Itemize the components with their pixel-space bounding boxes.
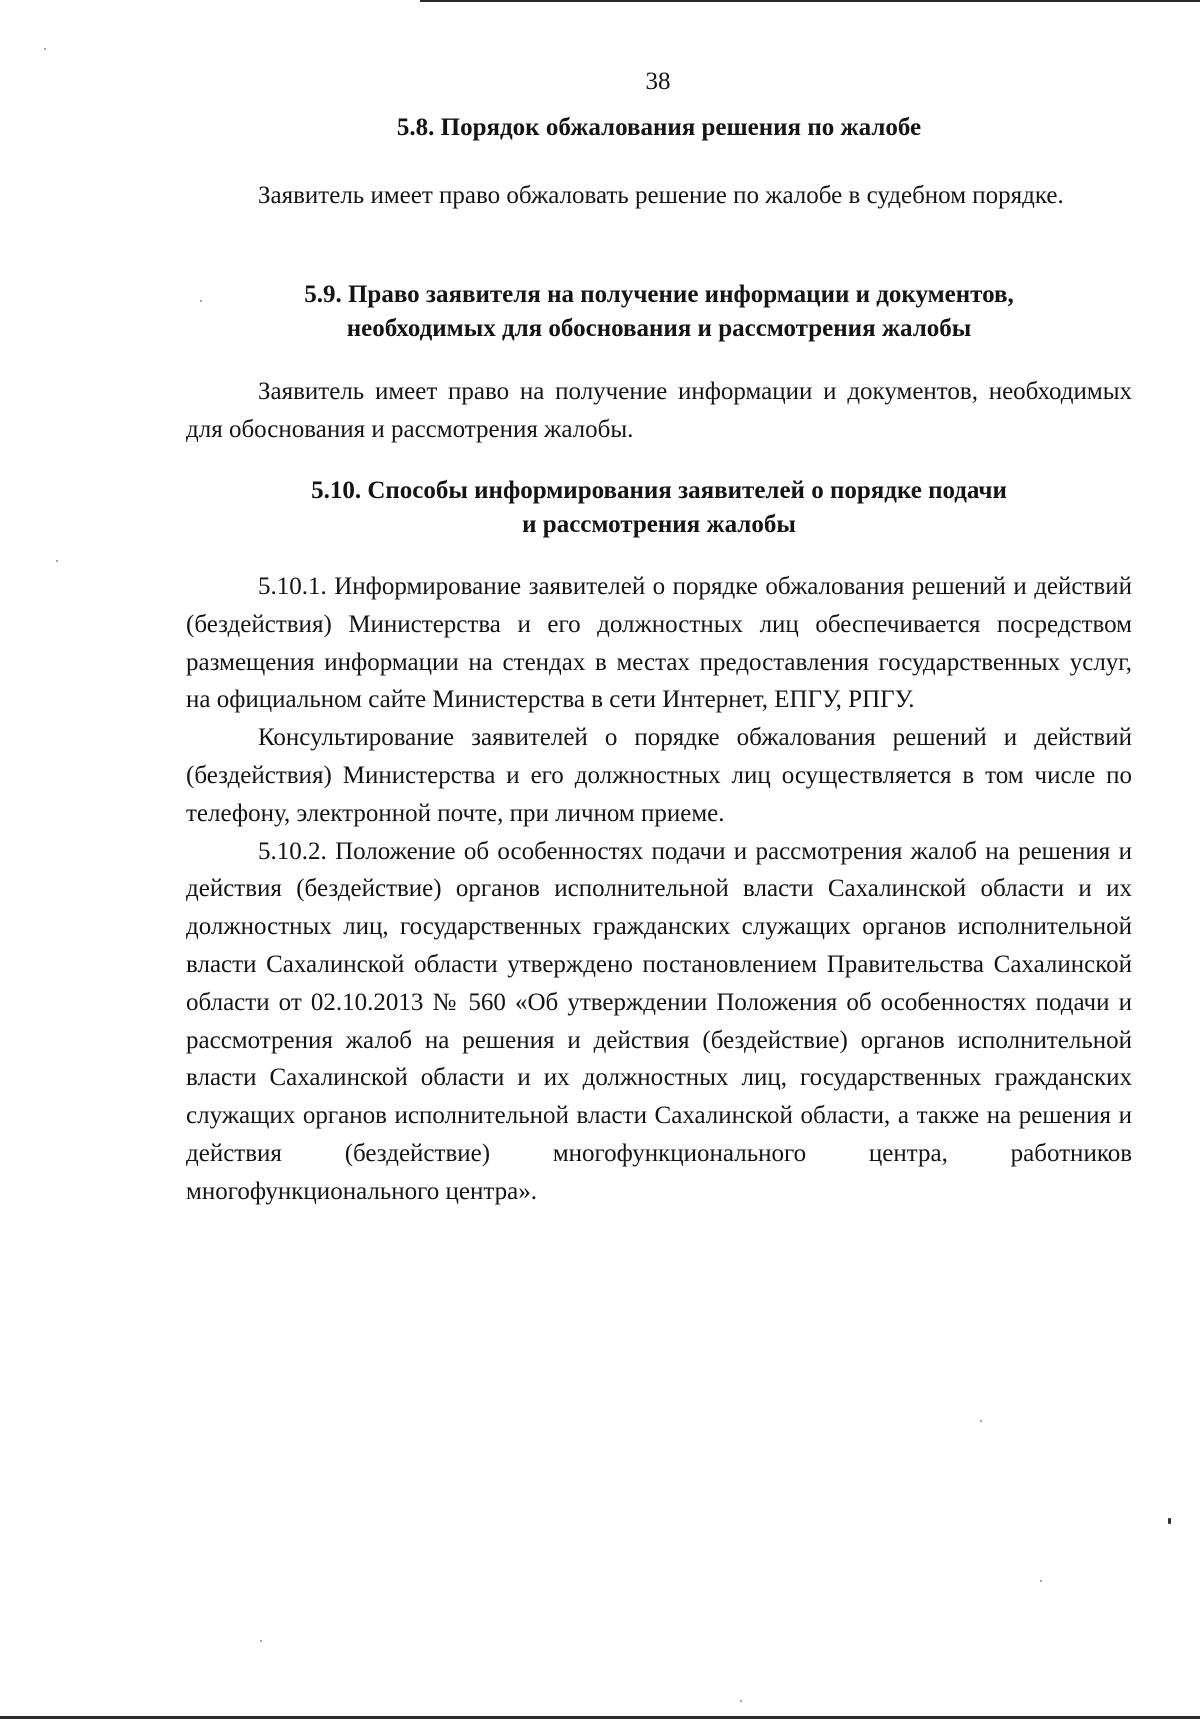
heading-line: 5.8. Порядок обжалования решения по жалобе: [396, 114, 922, 141]
section-body-5-9: [186, 373, 1132, 449]
heading-line: необходимых для обоснования и рассмотрения жалобы: [346, 315, 972, 342]
page-number: 38: [645, 68, 671, 95]
scan-top-edge: [420, 0, 1200, 2]
section-heading-5-10: [186, 474, 1132, 542]
scan-speck: [44, 48, 46, 50]
heading-line: 5.10. Способы информирования заявителей о порядке подачи: [311, 477, 1007, 504]
scan-speck: [1168, 1518, 1171, 1524]
heading-line: и рассмотрения жалобы: [522, 511, 796, 538]
paragraph: Заявитель имеет право на получение информации и документов, необходимых для обоснования и рассмотрения жалобы.: [186, 378, 1132, 443]
scan-speck: [260, 1640, 262, 1642]
paragraph: 5.10.2. Положение об особенностях подачи и рассмотрения жалоб на решения и действия (бездействие) органов исполнительной власти Сахалинской области и их должностных лиц, государственных гражданских служащих органов исполнительной власти Сахалинской области утверждено постановлением Правительства Сахалинской области от 02.10.2013 № 560 «Об утверждении Положения об особенностях подачи и рассмотрения жалоб на решения и действия (бездействие) органов исполнительной власти Сахалинской области и их должностных лиц, государственных гражданских служащих органов исполнительной власти Сахалинской области, а также на решения и действия (бездействие) многофункционального центра, работников многофункционального центра».: [186, 837, 1132, 1205]
section-heading-5-9: [186, 278, 1132, 346]
section-heading-5-8: [186, 111, 1132, 145]
scan-speck: [200, 300, 202, 302]
section-body-5-10: [186, 568, 1132, 1211]
paragraph: Консультирование заявителей о порядке обжалования решений и действий (бездействия) Министерства и его должностных лиц осуществляется в том числе по телефону, электронной почте, при личном приеме.: [186, 724, 1132, 827]
paragraph: Заявитель имеет право обжаловать решение по жалобе в судебном порядке.: [258, 182, 1064, 209]
scan-speck: [56, 560, 58, 562]
section-body-5-8: [186, 177, 1132, 215]
scan-speck: [980, 1420, 982, 1422]
scan-speck: [740, 1700, 742, 1702]
heading-line: 5.9. Право заявителя на получение информации и документов,: [304, 281, 1014, 308]
paragraph: 5.10.1. Информирование заявителей о порядке обжалования решений и действий (бездействия) Министерства и его должностных лиц обеспечивается посредством размещения информации на стендах в местах предоставления государственных услуг, на официальном сайте Министерства в сети Интернет, ЕПГУ, РПГУ.: [186, 573, 1132, 714]
scan-bottom-edge: [0, 1716, 1200, 1719]
scan-speck: [1040, 1580, 1042, 1582]
